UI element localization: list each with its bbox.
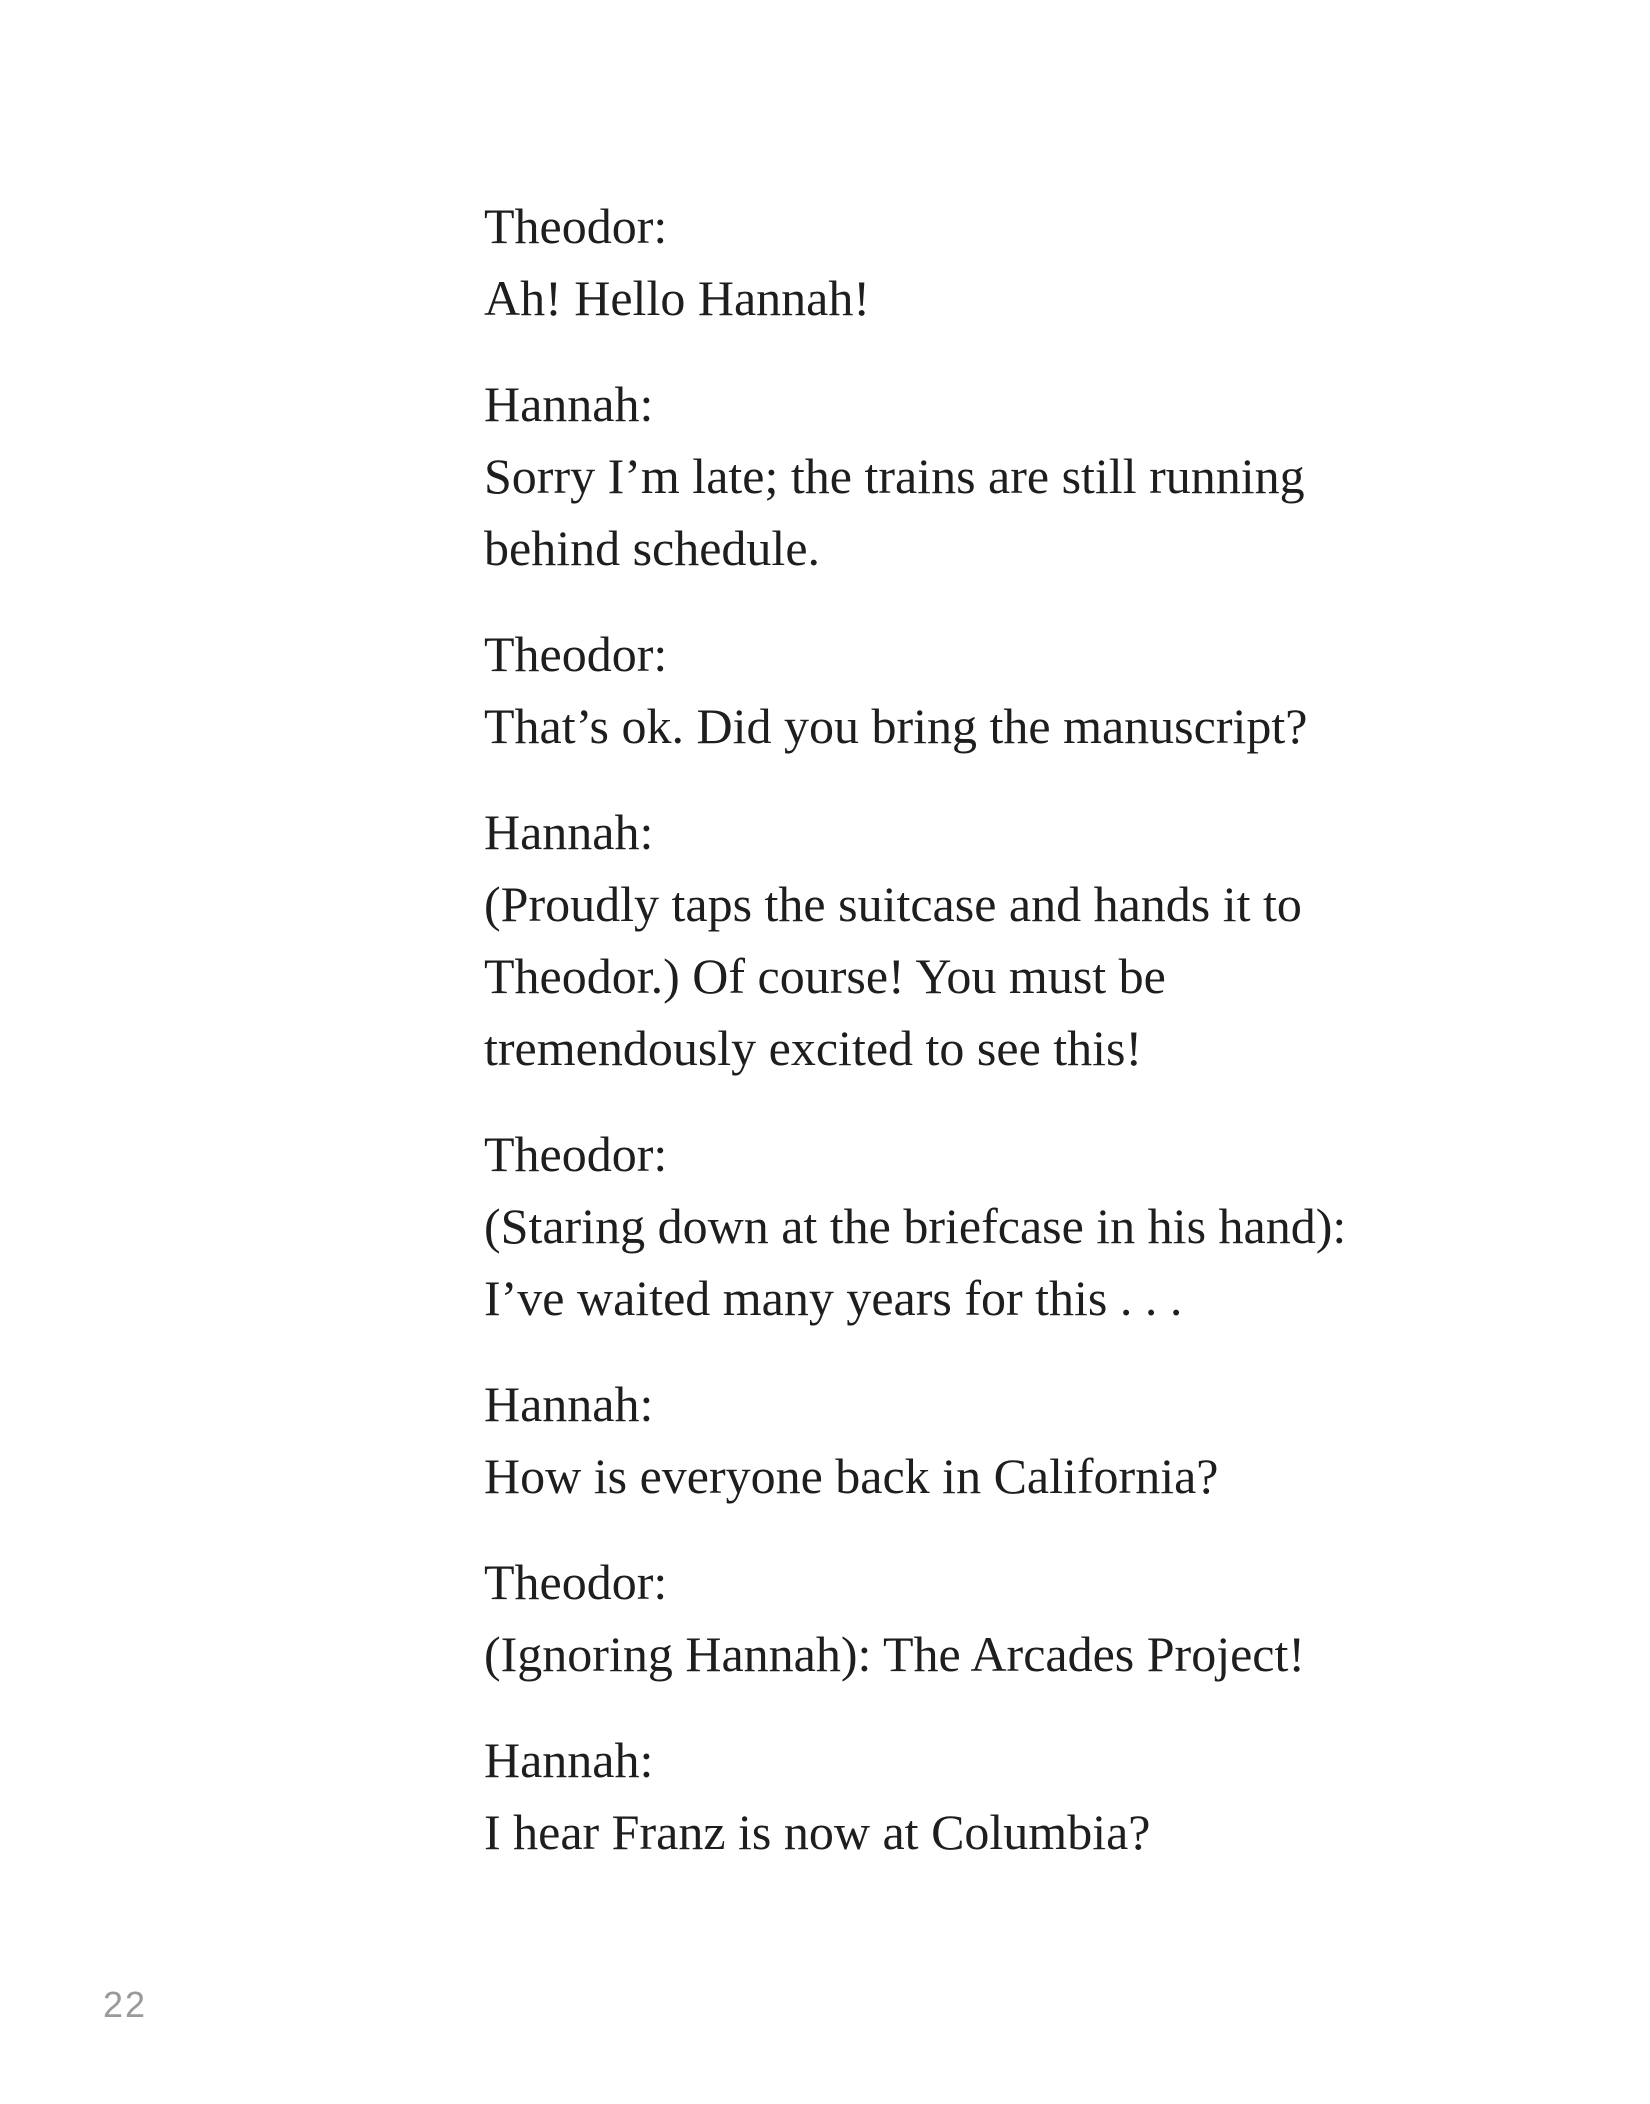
speaker-name: Theodor: bbox=[484, 1554, 668, 1610]
page-number: 22 bbox=[103, 1984, 148, 2025]
speaker-name: Hannah: bbox=[484, 804, 654, 860]
dialogue-line: (Proudly taps the suitcase and hands it to bbox=[484, 876, 1302, 932]
dialogue-turn bbox=[484, 1118, 1484, 1334]
dialogue-line: How is everyone back in California? bbox=[484, 1448, 1219, 1504]
dialogue-line: behind schedule. bbox=[484, 520, 821, 576]
dialogue-turn bbox=[484, 368, 1484, 584]
dialogue-turn bbox=[484, 1546, 1484, 1690]
dialogue-line: tremendously excited to see this! bbox=[484, 1020, 1143, 1076]
dialogue-line: I’ve waited many years for this . . . bbox=[484, 1270, 1183, 1326]
dialogue bbox=[484, 190, 1484, 1902]
dialogue-turn bbox=[484, 1724, 1484, 1868]
dialogue-line: Theodor.) Of course! You must be bbox=[484, 948, 1166, 1004]
dialogue-turn bbox=[484, 618, 1484, 762]
dialogue-turn bbox=[484, 1368, 1484, 1512]
dialogue-line: (Ignoring Hannah): The Arcades Project! bbox=[484, 1626, 1306, 1682]
dialogue-line: Sorry I’m late; the trains are still running bbox=[484, 448, 1305, 504]
dialogue-line: (Staring down at the briefcase in his hand): bbox=[484, 1198, 1347, 1254]
dialogue-line: That’s ok. Did you bring the manuscript? bbox=[484, 698, 1308, 754]
speaker-name: Hannah: bbox=[484, 1732, 654, 1788]
speaker-name: Hannah: bbox=[484, 1376, 654, 1432]
dialogue-line: Ah! Hello Hannah! bbox=[484, 270, 870, 326]
dialogue-turn bbox=[484, 190, 1484, 334]
dialogue-turn bbox=[484, 796, 1484, 1084]
dialogue-line: I hear Franz is now at Columbia? bbox=[484, 1804, 1151, 1860]
speaker-name: Theodor: bbox=[484, 1126, 668, 1182]
speaker-name: Hannah: bbox=[484, 376, 654, 432]
speaker-name: Theodor: bbox=[484, 198, 668, 254]
speaker-name: Theodor: bbox=[484, 626, 668, 682]
